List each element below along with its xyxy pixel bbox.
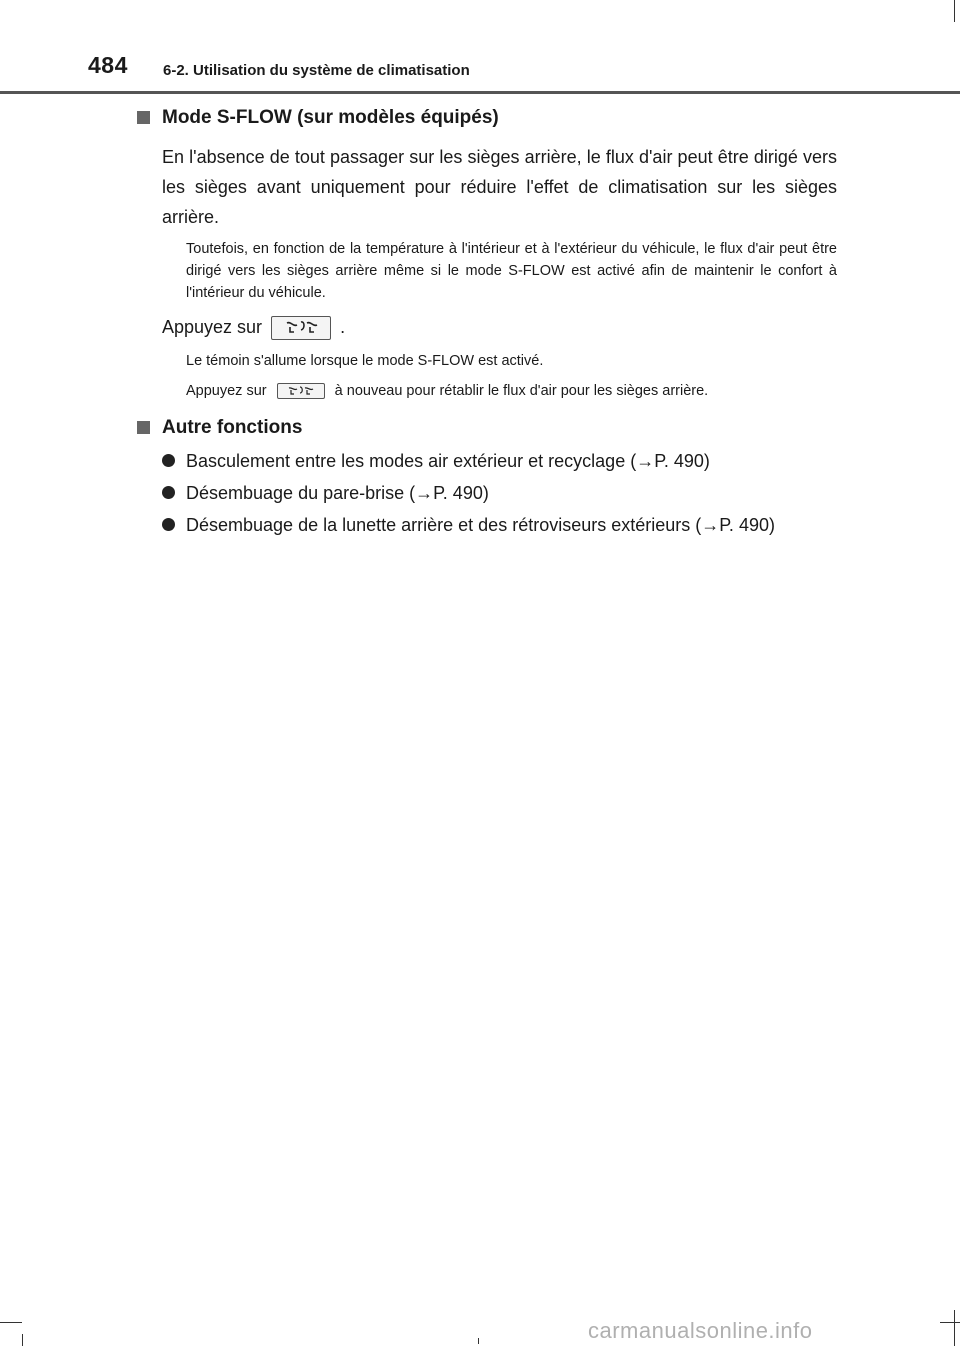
heading-text: Autre fonctions xyxy=(162,417,303,438)
again-prefix: Appuyez sur xyxy=(186,383,267,399)
press-instruction xyxy=(162,312,837,342)
s-flow-paragraph: En l'absence de tout passager sur les sièges arrière, le flux d'air peut être dirigé vers les sièges avant uniquement pour réduire l'effet de climatisation sur les sièges arrière. xyxy=(162,147,837,227)
list-item xyxy=(162,510,837,540)
header-rule xyxy=(0,91,960,94)
page-number: 484 xyxy=(88,52,128,78)
list-item xyxy=(162,446,837,476)
list-item-text: Basculement entre les modes air extérieur et recyclage (→P. 490) xyxy=(186,451,710,471)
crop-mark-bottom-right-v xyxy=(954,1310,955,1346)
square-bullet-icon xyxy=(137,111,150,124)
bullet-dot-icon xyxy=(162,518,175,531)
bullet-dot-icon xyxy=(162,454,175,467)
crop-mark-bottom-center xyxy=(478,1338,479,1344)
s-flow-button-icon xyxy=(277,383,325,399)
crop-mark-bottom-right-h xyxy=(940,1322,960,1323)
heading-text: Mode S-FLOW (sur modèles équipés) xyxy=(162,107,499,128)
other-functions-heading xyxy=(137,412,837,444)
bullet-dot-icon xyxy=(162,486,175,499)
watermark: carmanualsonline.info xyxy=(588,1318,813,1343)
s-flow-button-icon xyxy=(271,316,331,340)
page-header xyxy=(0,0,960,95)
indicator-note: Le témoin s'allume lorsque le mode S-FLOW est activé. xyxy=(186,353,544,369)
press-suffix: . xyxy=(340,317,346,337)
s-flow-heading xyxy=(137,102,837,134)
list-item-text: Désembuage du pare-brise (→P. 490) xyxy=(186,483,489,503)
again-suffix: à nouveau pour rétablir le flux d'air pour les sièges arrière. xyxy=(334,383,709,399)
section-title: 6-2. Utilisation du système de climatisation xyxy=(163,62,470,79)
press-again-note xyxy=(186,380,837,402)
list-item xyxy=(162,478,837,508)
crop-mark-bottom-left-v xyxy=(22,1334,23,1346)
crop-mark-bottom-left-h xyxy=(0,1322,22,1323)
page-content xyxy=(137,102,837,540)
list-item-text: Désembuage de la lunette arrière et des rétroviseurs extérieurs (→P. 490) xyxy=(186,515,775,535)
square-bullet-icon xyxy=(137,421,150,434)
press-prefix: Appuyez sur xyxy=(162,317,263,337)
s-flow-note: Toutefois, en fonction de la température à l'intérieur et à l'extérieur du véhicule, le flux d'air peut être dirigé vers les sièges arrière même si le mode S-FLOW est activé afin de maintenir le confort à l'intérieur du véhicule. xyxy=(186,241,837,301)
